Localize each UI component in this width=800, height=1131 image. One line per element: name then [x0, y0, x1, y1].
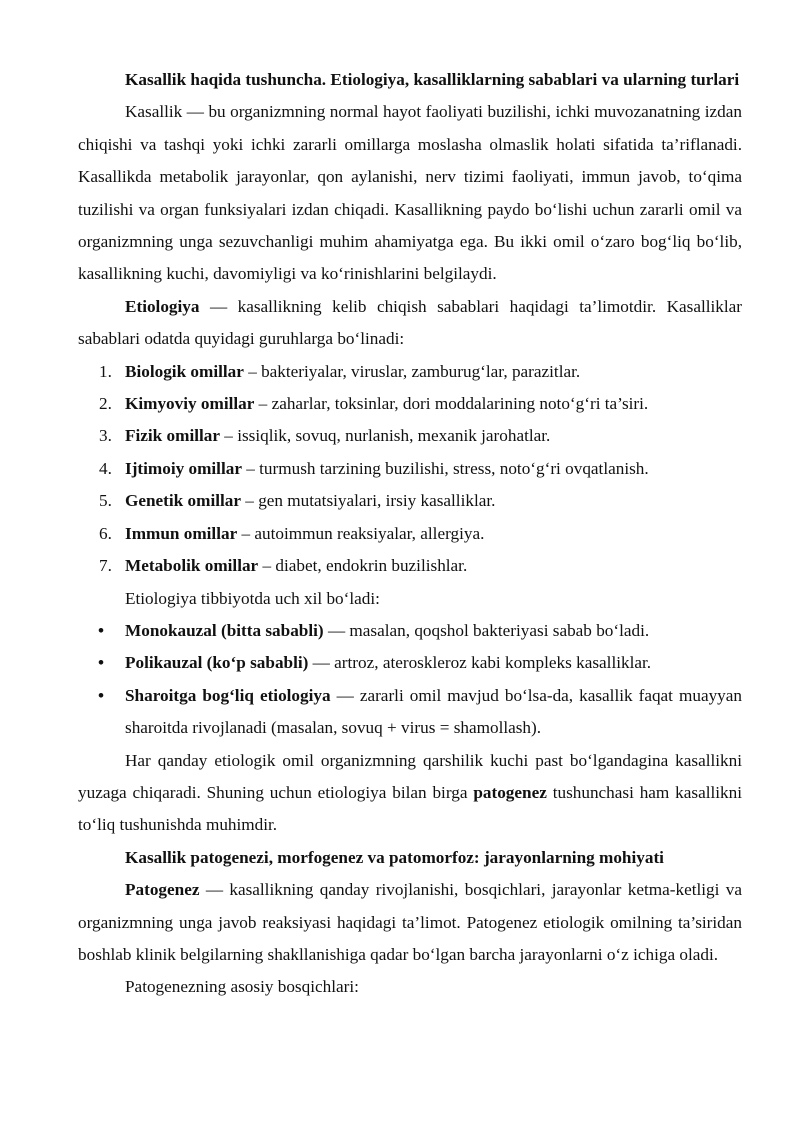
list-item-term: Polikauzal (ko‘p sababli)	[125, 653, 309, 673]
paragraph-resistance	[78, 745, 742, 842]
etiology-factors-list	[78, 356, 742, 583]
list-item-number: 4.	[99, 458, 112, 478]
section-heading-pathogenesis: Kasallik patogenezi, morfogenez va patomorfoz: jarayonlarning mohiyati	[125, 847, 664, 867]
list-item-term: Ijtimoiy omillar	[125, 458, 242, 478]
etiology-types-list	[78, 615, 742, 745]
paragraph-etiology-definition	[78, 291, 742, 356]
list-item-number: 3.	[99, 426, 112, 446]
term-pathogenesis-inline: patogenez	[473, 782, 547, 802]
term-pathogenesis: Patogenez	[125, 880, 200, 900]
etiology-definition-text: — kasallikning kelib chiqish sabablari haqidagi ta’limotdir. Kasalliklar sabablari odatda quyidagi guruhlarga bo‘linadi:	[78, 296, 742, 349]
list-item-term: Immun omillar	[125, 523, 238, 543]
list-item-description: – issiqlik, sovuq, nurlanish, mexanik jarohatlar.	[220, 426, 551, 446]
list-item	[78, 453, 742, 485]
pathogenesis-definition-text: — kasallikning qanday rivojlanishi, bosqichlari, jarayonlar ketma-ketligi va organizmning unga javob reaksiyasi haqidagi ta’limot. Patogenez etiologik omilning ta’siridan boshlab klinik belgilarning shakllanishiga qadar bo‘lgan barcha jarayonlarni o‘z ichiga oladi.	[78, 880, 742, 964]
list-item-number: 5.	[99, 491, 112, 511]
term-etiology: Etiologiya	[125, 296, 200, 316]
list-item-description: — artroz, ateroskleroz kabi kompleks kasalliklar.	[308, 653, 652, 673]
list-item	[78, 420, 742, 452]
list-item-term: Sharoitga bog‘liq etiologiya	[125, 685, 331, 705]
list-item	[78, 388, 742, 420]
list-item-description: – gen mutatsiyalari, irsiy kasalliklar.	[241, 491, 496, 511]
list-item	[78, 485, 742, 517]
bullet-icon: •	[98, 653, 105, 673]
paragraph-pathogenesis-stages-intro: Patogenezning asosiy bosqichlari:	[125, 977, 359, 997]
list-item-description: – bakteriyalar, viruslar, zamburug‘lar, parazitlar.	[243, 361, 581, 381]
list-item-number: 7.	[99, 556, 112, 576]
paragraph-pathogenesis-definition	[78, 874, 742, 971]
resistance-text-start: Har qanday etiologik omil organizmning qarshilik kuchi past bo‘lgandagina kasallikni yuzaga chiqaradi. Shuning uchun etiologiya bilan birga	[78, 750, 742, 802]
list-item-term: Monokauzal (bitta sababli)	[125, 620, 324, 640]
list-item-term: Fizik omillar	[125, 426, 220, 446]
list-item-description: – zaharlar, toksinlar, dori moddalarining noto‘g‘ri ta’siri.	[254, 394, 649, 414]
list-item-number: 1.	[99, 361, 112, 381]
bullet-icon: •	[98, 620, 105, 640]
list-item-term: Metabolik omillar	[125, 556, 259, 576]
bullet-icon: •	[98, 685, 105, 705]
section-heading-etiology: Kasallik haqida tushuncha. Etiologiya, kasalliklarning sabablari va ularning turlari	[125, 70, 740, 89]
list-item-number: 6.	[99, 523, 112, 543]
list-item-term: Biologik omillar	[125, 361, 244, 381]
list-item	[78, 550, 742, 582]
paragraph-etiology-types-intro: Etiologiya tibbiyotda uch xil bo‘ladi:	[125, 588, 380, 608]
paragraph-disease-definition: Kasallik — bu organizmning normal hayot faoliyati buzilishi, ichki muvozanatning izdan chiqishi va tashqi yoki ichki zararli omillarga moslasha olmaslik holati sifatida ta’riflanadi. Kasallikda metabolik jarayonlar, qon aylanishi, nerv tizimi faoliyati, immun javob, to‘qima tuzilishi va organ funksiyalari izdan chiqadi. Kasallikning paydo bo‘lishi uchun zararli omil va organizmning unga sezuvchanligi muhim ahamiyatga ega. Bu ikki omil o‘zaro bog‘liq bo‘lib, kasallikning kuchi, davomiyligi va ko‘rinishlarini belgilaydi.	[78, 102, 742, 284]
list-item	[78, 647, 742, 679]
list-item-number: 2.	[99, 394, 112, 414]
list-item-description: – autoimmun reaksiyalar, allergiya.	[237, 523, 485, 543]
list-item-description: — zararli omil mavjud bo‘lsa-da, kasallik faqat muayyan sharoitda rivojlanadi (masalan, sovuq + virus = shamollash).	[125, 685, 742, 738]
resistance-text-end: tushunchasi ham kasallikni to‘liq tushunishda muhimdir.	[78, 782, 742, 835]
list-item	[78, 680, 742, 745]
list-item	[78, 518, 742, 550]
list-item-description: – turmush tarzining buzilishi, stress, noto‘g‘ri ovqatlanish.	[241, 458, 649, 478]
list-item-term: Genetik omillar	[125, 491, 241, 511]
document-page	[78, 64, 742, 1004]
list-item-description: — masalan, qoqshol bakteriyasi sabab bo‘ladi.	[323, 620, 650, 640]
list-item	[78, 356, 742, 388]
list-item-description: – diabet, endokrin buzilishlar.	[258, 556, 468, 576]
list-item	[78, 615, 742, 647]
list-item-term: Kimyoviy omillar	[125, 394, 255, 414]
